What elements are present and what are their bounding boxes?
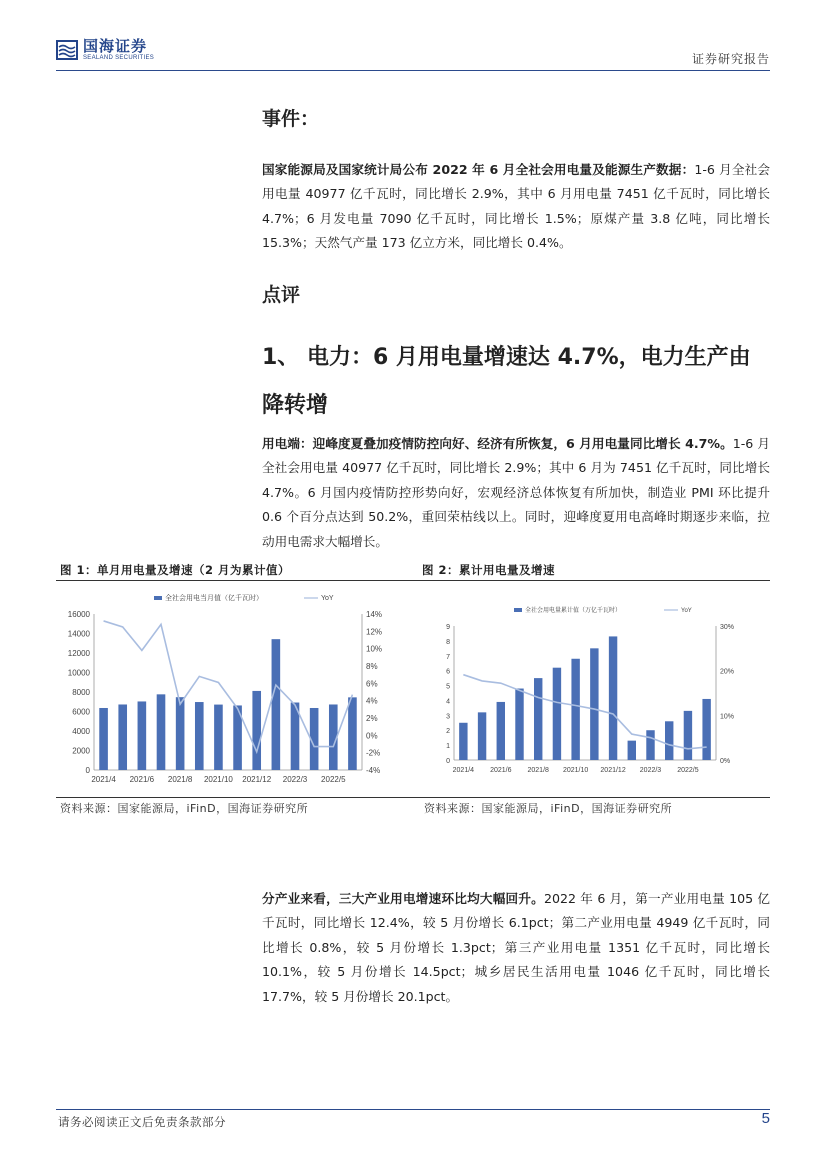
y-tick-left: 10000: [67, 668, 90, 678]
demand-body: 1-6 月全社会用电量 40977 亿千瓦时，同比增长 2.9%；其中 6 月为 7451 亿千瓦时，同比增长 4.7%。6 月国内疫情防控形势向好，宏观经济总体恢复有所加快，制造业 PMI 环比提升 0.6 个百分点达到 50.2%，重回荣枯线以上。同时，迎峰度夏用电高峰时期逐步来临，拉动用电需求大幅增长。: [262, 436, 770, 549]
comment-heading: 点评: [262, 284, 301, 306]
x-tick-label: 2021/6: [129, 775, 155, 784]
x-tick-label: 2021/10: [203, 775, 233, 784]
y-tick-right: -4%: [366, 766, 381, 775]
event-heading: 事件：: [262, 108, 320, 130]
y-tick-right: 20%: [720, 668, 735, 676]
x-tick-label: 2021/6: [490, 767, 512, 774]
y-tick-left: 4: [446, 698, 450, 706]
x-tick-label: 2021/12: [600, 767, 626, 774]
bar-2022/2: [272, 639, 281, 770]
y-tick-right: 14%: [366, 610, 383, 619]
source-divider: [56, 797, 770, 798]
page-number: 5: [761, 1110, 770, 1127]
y-tick-left: 6: [446, 668, 450, 676]
footer-divider: [56, 1109, 770, 1110]
bar-2022/4: [665, 721, 673, 760]
footer-disclaimer: 请务必阅读正文后免责条款部分: [58, 1115, 226, 1129]
bar-2021/10: [571, 659, 579, 760]
event-lead: 国家能源局及国家统计局公布 2022 年 6 月全社会用电量及能源生产数据：: [262, 162, 695, 177]
bar-2021/9: [553, 668, 561, 760]
y-tick-right: 6%: [366, 679, 378, 689]
y-tick-left: 14000: [67, 629, 90, 639]
figure-1-source: 资料来源：国家能源局，iFinD，国海证券研究所: [60, 802, 309, 815]
event-paragraph: [262, 158, 770, 256]
y-tick-right: 2%: [366, 714, 378, 723]
figure-1-title: 图 1：单月用电量及增速（2 月为累计值）: [60, 563, 291, 577]
x-tick-label: 2021/8: [167, 775, 193, 784]
y-tick-right: 10%: [720, 713, 735, 721]
y-tick-right: 8%: [366, 662, 378, 671]
page-header: [56, 36, 770, 71]
bar-2021/4: [99, 708, 108, 770]
y-tick-left: 5: [446, 683, 450, 691]
industry-paragraph: [262, 887, 770, 1009]
x-tick-label: 2021/10: [562, 767, 589, 774]
section-1-heading: 1、 电力：6 月用电量增速达 4.7%，电力生产由降转增: [262, 345, 751, 418]
legend-bar-swatch: [154, 596, 162, 600]
y-tick-left: 6000: [72, 707, 90, 717]
x-tick-label: 2022/5: [321, 775, 346, 784]
industry-body: 2022 年 6 月，第一产业用电量 105 亿千瓦时，同比增长 12.4%，较 5 月份增长 6.1pct；第二产业用电量 4949 亿千瓦时，同比增长 0.8%，较 5 月份增长 1.3pct；第三产业用电量 1351 亿千瓦时，同比增长 10.1%，较 5 月份增长 14.5pct；城乡居民生活用电量 1046 亿千瓦时，同比增长 17.7%，较 5 月份增长 20.1pct。: [262, 891, 771, 1004]
y-tick-left: 0: [446, 758, 450, 765]
bar-2021/12: [252, 691, 261, 770]
demand-lead: 用电端：迎峰度夏叠加疫情防控向好、经济有所恢复，6 月用电量同比增长 4.7%。: [262, 436, 733, 451]
bar-2021/8: [176, 697, 185, 770]
x-tick-label: 2021/4: [91, 775, 116, 784]
industry-lead: 分产业来看，三大产业用电增速环比均大幅回升。: [262, 891, 544, 906]
bar-2021/10: [214, 705, 223, 770]
y-tick-right: 4%: [366, 696, 378, 706]
bar-2021/11: [590, 648, 598, 760]
y-tick-left: 2: [446, 728, 450, 736]
y-tick-left: 1: [446, 743, 450, 751]
x-tick-label: 2021/12: [242, 775, 272, 784]
y-tick-left: 3: [446, 713, 450, 721]
y-tick-right: 30%: [720, 624, 735, 631]
sealand-logo-icon: [56, 39, 78, 61]
legend-bar-swatch: [514, 608, 522, 612]
bar-2021/7: [157, 694, 166, 770]
x-tick-label: 2022/3: [639, 767, 662, 774]
y-tick-right: -2%: [366, 748, 381, 758]
y-tick-left: 9: [446, 624, 450, 631]
figure-2-chart: [420, 588, 770, 788]
logo-text-cn: 国海证券: [83, 37, 148, 55]
y-tick-left: 4000: [72, 727, 90, 736]
x-tick-label: 2021/4: [452, 767, 475, 774]
y-tick-left: 0: [85, 766, 90, 775]
y-tick-left: 8: [446, 638, 450, 646]
bar-2021/4: [459, 723, 467, 760]
demand-paragraph: [262, 432, 770, 554]
y-tick-right: 12%: [366, 627, 383, 637]
y-tick-right: 10%: [366, 644, 383, 654]
y-tick-right: 0%: [720, 758, 731, 765]
logo-text-en: SEALAND SECURITIES: [83, 55, 155, 61]
figure-2-title: 图 2：累计用电量及增速: [422, 563, 556, 577]
legend-line-label: YoY: [681, 608, 692, 614]
legend-bar-label: 全社会用电当月值（亿千瓦时）: [165, 595, 263, 602]
bar-2021/12: [609, 636, 617, 760]
sealand-logo: [56, 38, 154, 62]
bar-2022/3: [646, 730, 654, 760]
bar-2021/6: [497, 702, 505, 760]
y-tick-left: 16000: [67, 610, 90, 619]
y-tick-left: 2000: [72, 746, 90, 756]
x-tick-label: 2021/8: [527, 767, 549, 774]
report-type-label: 证券研究报告: [691, 52, 770, 66]
bar-2022/6: [348, 697, 357, 770]
bar-2021/5: [118, 704, 127, 770]
bar-2022/2: [628, 741, 636, 760]
figure-1-chart: [56, 588, 400, 788]
bar-2021/8: [534, 678, 542, 760]
y-tick-left: 12000: [67, 649, 90, 658]
figure-title-bar: [56, 562, 770, 581]
bar-2021/7: [515, 689, 523, 760]
bar-2021/5: [478, 712, 486, 760]
bar-2022/5: [684, 711, 692, 760]
x-tick-label: 2022/5: [677, 767, 699, 774]
y-tick-left: 8000: [72, 688, 90, 697]
x-tick-label: 2022/3: [282, 775, 308, 784]
y-tick-right: 0%: [366, 731, 378, 741]
legend-bar-label: 全社会用电量累计值（万亿千瓦时）: [525, 608, 622, 614]
event-body: 1-6 月全社会用电量 40977 亿千瓦时，同比增长 2.9%，其中 6 月用电量 7451 亿千瓦时，同比增长 4.7%；6 月发电量 7090 亿千瓦时，同比增长 1.5%；原煤产量 3.8 亿吨，同比增长 15.3%；天然气产量 173 亿立方米，同比增长 0.4%。: [262, 162, 770, 251]
bar-2022/6: [702, 699, 710, 760]
legend-line-label: YoY: [321, 595, 334, 602]
bar-2021/6: [138, 701, 147, 770]
figure-2-source: 资料来源：国家能源局，iFinD，国海证券研究所: [424, 802, 673, 815]
y-tick-left: 7: [446, 653, 450, 661]
bar-2021/9: [195, 702, 204, 770]
